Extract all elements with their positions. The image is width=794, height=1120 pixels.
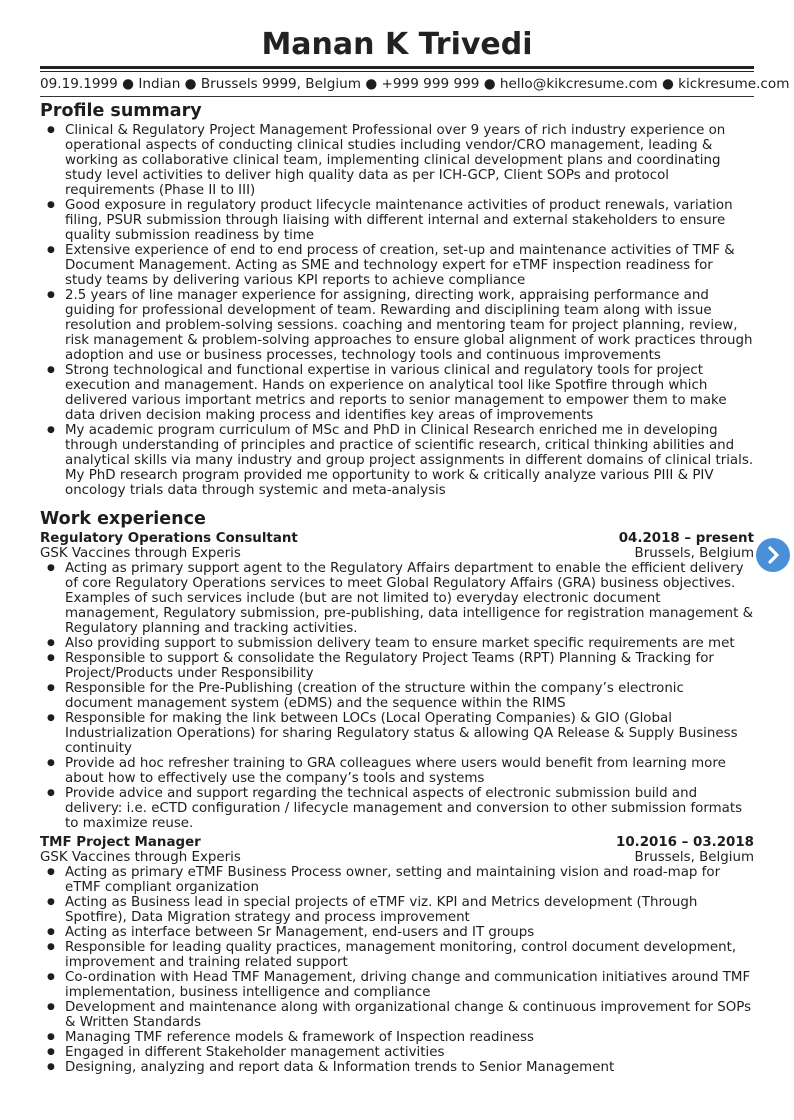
- bullet-dot-icon: ●: [47, 653, 55, 663]
- bullet-text: Good exposure in regulatory product lifecycle maintenance activities of product renewals, variation filing, PSUR submission through liaising with different internal and external stakeholders to ensure quality submission readiness by time: [65, 198, 733, 243]
- bullet-item: [40, 1030, 754, 1045]
- job-location: Brussels, Belgium: [634, 850, 754, 865]
- job-subheader: [40, 850, 754, 865]
- bullet-dot-icon: ●: [47, 758, 55, 768]
- contact-line: 09.19.1999 ● Indian ● Brussels 9999, Belgium ● +999 999 999 ● hello@kikcresume.com ● kickresume.com: [40, 76, 790, 92]
- bullet-item: [40, 243, 754, 288]
- job-header: [40, 835, 754, 850]
- bullet-text: Managing TMF reference models & framework of Inspection readiness: [65, 1030, 534, 1045]
- job-dates: 10.2016 – 03.2018: [616, 835, 754, 850]
- bullet-text: Clinical & Regulatory Project Management Professional over 9 years of rich industry experience on operational aspects of conducting clinical studies including vendor/CRO management, leading & working as collaborative clinical team, implementing clinical development plans and coordinating study level activities to deliver high quality data as per ICH-GCP, Client SOPs and protocol requirements (Phase II to III): [65, 123, 726, 198]
- bullet-dot-icon: ●: [47, 972, 55, 982]
- bullet-dot-icon: ●: [47, 425, 55, 435]
- bullet-text: Development and maintenance along with organizational change & continuous improvement for SOPs & Written Standards: [65, 1000, 752, 1030]
- bullet-text: Provide advice and support regarding the technical aspects of electronic submission build and delivery: i.e. eCTD configuration / lifecycle management and conversion to other submission formats to maximize reuse.: [65, 786, 743, 831]
- job-company: GSK Vaccines through Experis: [40, 850, 241, 865]
- bullet-text: Provide ad hoc refresher training to GRA colleagues where users would benefit from learning more about how to effectively use the company’s tools and systems: [65, 756, 726, 786]
- bullet-text: Responsible for leading quality practices, management monitoring, control document development, improvement and training related support: [65, 940, 737, 970]
- profile-summary-list: [40, 123, 754, 498]
- bullet-dot-icon: ●: [47, 125, 55, 135]
- bullet-item: [40, 288, 754, 363]
- bullet-dot-icon: ●: [47, 1002, 55, 1012]
- bullet-text: Extensive experience of end to end process of creation, set-up and maintenance activities of TMF & Document Management. Acting as SME and technology expert for eTMF inspection readiness for study teams by delivering various KPI reports to achieve compliance: [65, 243, 735, 288]
- bullet-item: [40, 363, 754, 423]
- bullet-text: Co-ordination with Head TMF Management, driving change and communication initiatives around TMF implementation, business intelligence and compliance: [65, 970, 751, 1000]
- job-header: [40, 531, 754, 546]
- bullet-dot-icon: ●: [47, 942, 55, 952]
- header-divider-thick: [40, 66, 754, 69]
- bullet-text: Strong technological and functional expertise in various clinical and regulatory tools for project execution and management. Hands on experience on analytical tool like Spotfire through which delivered various important metrics and reports to senior management to empower them to make data driven decision making process and identifies key areas of improvements: [65, 363, 727, 423]
- bullet-dot-icon: ●: [47, 867, 55, 877]
- bullet-dot-icon: ●: [47, 245, 55, 255]
- bullet-text: Engaged in different Stakeholder management activities: [65, 1045, 445, 1060]
- bullet-item: [40, 895, 754, 925]
- bullet-dot-icon: ●: [47, 365, 55, 375]
- bullet-item: [40, 423, 754, 498]
- bullet-text: My academic program curriculum of MSc and PhD in Clinical Research enriched me in developing through understanding of principles and practice of scientific research, critical thinking abilities and analytical skills via many industry and group project assignments in different domains of clinical trials. My PhD research program provided me opportunity to work & critically analyze various PIII & PIV oncology trials data through systemic and meta-analysis: [65, 423, 754, 498]
- bullet-item: [40, 711, 754, 756]
- profile-summary-heading: Profile summary: [40, 101, 202, 121]
- bullet-dot-icon: ●: [47, 1047, 55, 1057]
- bullet-dot-icon: ●: [47, 897, 55, 907]
- job-entry: [40, 531, 754, 831]
- bullet-text: Responsible for the Pre-Publishing (creation of the structure within the company’s electronic document management system (eDMS) and the sequence within the RIMS: [65, 681, 684, 711]
- bullet-dot-icon: ●: [47, 290, 55, 300]
- job-subheader: [40, 546, 754, 561]
- bullet-item: [40, 198, 754, 243]
- bullet-item: [40, 1060, 754, 1075]
- bullet-text: Responsible to support & consolidate the Regulatory Project Teams (RPT) Planning & Tracking for Project/Products under Responsibility: [65, 651, 714, 681]
- job-entry: [40, 835, 754, 1075]
- bullet-text: Acting as interface between Sr Management, end-users and IT groups: [65, 925, 535, 940]
- bullet-item: [40, 940, 754, 970]
- bullet-dot-icon: ●: [47, 713, 55, 723]
- header-divider-thin: [40, 71, 754, 72]
- bullet-text: 2.5 years of line manager experience for assigning, directing work, appraising performance and guiding for professional development of team. Rewarding and disciplining team along with issue resolution and problem-solving sessions. coaching and mentoring team for project planning, review, risk management & problem-solving approaches to ensure global alignment of work practices through adoption and use or business processes, technology tools and continuous improvements: [65, 288, 753, 363]
- job-company: GSK Vaccines through Experis: [40, 546, 241, 561]
- work-experience-list: [40, 531, 754, 1075]
- bullet-dot-icon: ●: [47, 638, 55, 648]
- job-dates: 04.2018 – present: [618, 531, 754, 546]
- bullet-text: Acting as primary eTMF Business Process owner, setting and maintaining vision and road-map for eTMF compliant organization: [65, 865, 721, 895]
- bullet-item: [40, 636, 754, 651]
- resume-page: [40, 24, 790, 1075]
- bullet-text: Responsible for making the link between LOCs (Local Operating Companies) & GIO (Global Industrialization Operations) for sharing Regulatory status & allowing QA Release & Supply Business continuity: [65, 711, 738, 756]
- bullet-dot-icon: ●: [47, 563, 55, 573]
- bullet-text: Acting as primary support agent to the Regulatory Affairs department to enable the efficient delivery of core Regulatory Operations services to meet Global Regulatory Affairs (GRA) business objectives. Examples of such services include (but are not limited to) everyday electronic document management, Regulatory submission, pre-publishing, data intelligence for registration management & Regulatory planning and tracking activities.: [65, 561, 754, 636]
- next-page-button[interactable]: [756, 538, 790, 572]
- bullet-item: [40, 970, 754, 1000]
- bullet-dot-icon: ●: [47, 788, 55, 798]
- job-duties-list: [40, 865, 754, 1075]
- bullet-dot-icon: ●: [47, 200, 55, 210]
- candidate-name: Manan K Trivedi: [261, 27, 533, 62]
- bullet-item: [40, 786, 754, 831]
- bullet-dot-icon: ●: [47, 683, 55, 693]
- bullet-item: [40, 681, 754, 711]
- bullet-dot-icon: ●: [47, 1032, 55, 1042]
- bullet-item: [40, 925, 754, 940]
- contact-divider: [40, 96, 754, 97]
- job-title: TMF Project Manager: [40, 835, 201, 850]
- job-title: Regulatory Operations Consultant: [40, 531, 298, 546]
- job-duties-list: [40, 561, 754, 831]
- bullet-dot-icon: ●: [47, 927, 55, 937]
- bullet-text: Acting as Business lead in special projects of eTMF viz. KPI and Metrics development (Through Spotfire), Data Migration strategy and process improvement: [65, 895, 698, 925]
- bullet-text: Also providing support to submission delivery team to ensure market specific requirements are met: [65, 636, 735, 651]
- bullet-item: [40, 651, 754, 681]
- bullet-item: [40, 1000, 754, 1030]
- bullet-item: [40, 865, 754, 895]
- chevron-right-icon: [762, 544, 784, 566]
- bullet-item: [40, 756, 754, 786]
- bullet-item: [40, 561, 754, 636]
- bullet-item: [40, 1045, 754, 1060]
- work-experience-heading: Work experience: [40, 509, 206, 529]
- bullet-dot-icon: ●: [47, 1062, 55, 1072]
- job-location: Brussels, Belgium: [634, 546, 754, 561]
- bullet-text: Designing, analyzing and report data & Information trends to Senior Management: [65, 1060, 615, 1075]
- bullet-item: [40, 123, 754, 198]
